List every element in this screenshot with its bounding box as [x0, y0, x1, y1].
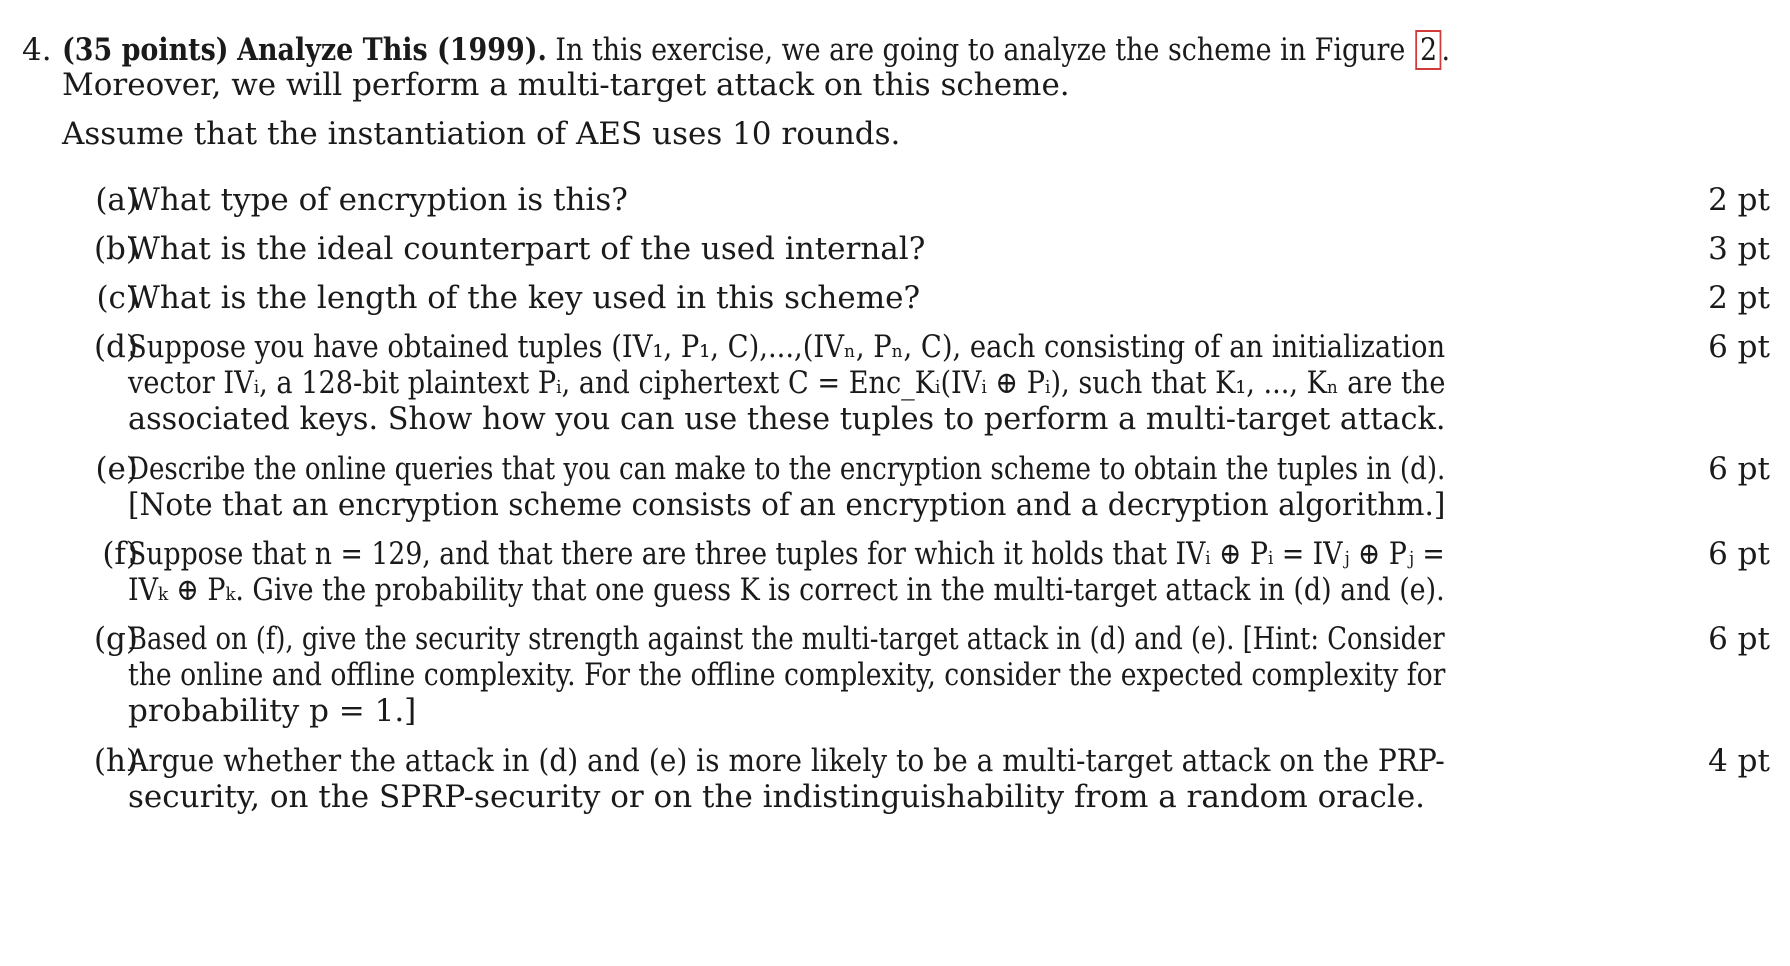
part-points: 6 pt — [1708, 329, 1770, 365]
question-number: 4. — [22, 32, 52, 68]
question-title: Analyze This (1999). — [237, 32, 547, 68]
assumption-text: Assume that the instantiation of AES uses 10 rounds. — [62, 116, 901, 152]
intro-period: . — [1441, 32, 1451, 68]
question-points: (35 points) — [62, 32, 229, 68]
part-label: (b) — [93, 231, 138, 267]
part-text: Suppose you have obtained tuples (IV₁, P₁, C),...,(IVₙ, Pₙ, C), each consisting of an initialization — [128, 329, 1446, 365]
part-text: associated keys. Show how you can use these tuples to perform a multi-target attack. — [128, 401, 1446, 437]
part-label: (e) — [95, 451, 138, 487]
part-text: Argue whether the attack in (d) and (e) is more likely to be a multi-target attack on the PRP- — [128, 743, 1445, 779]
figure-reference-link[interactable]: 2 — [1416, 30, 1442, 70]
part-label: (c) — [96, 280, 138, 316]
part-text: What is the length of the key used in this scheme? — [128, 280, 921, 316]
part-label: (h) — [93, 743, 138, 779]
part-text: probability p = 1.] — [128, 693, 417, 729]
part-label: (a) — [95, 182, 138, 218]
part-text: IVₖ ⊕ Pₖ. Give the probability that one guess K is correct in the multi-target attack in (d) and (e). — [128, 572, 1445, 608]
part-text: Based on (f), give the security strength against the multi-target attack in (d) and (e). [Hint: Consider — [128, 621, 1445, 657]
part-label: (d) — [93, 329, 138, 365]
part-points: 3 pt — [1708, 231, 1770, 267]
part-points: 6 pt — [1708, 451, 1770, 487]
part-text: security, on the SPRP-security or on the indistinguishability from a random oracle. — [128, 779, 1426, 815]
part-text: Suppose that n = 129, and that there are three tuples for which it holds that IVᵢ ⊕ Pᵢ = IVⱼ ⊕ Pⱼ = — [128, 536, 1445, 572]
part-text: What is the ideal counterpart of the used internal? — [128, 231, 926, 267]
part-points: 6 pt — [1708, 536, 1770, 572]
part-text: [Note that an encryption scheme consists of an encryption and a decryption algorithm.] — [128, 487, 1446, 523]
part-points: 6 pt — [1708, 621, 1770, 657]
part-text: vector IVᵢ, a 128-bit plaintext Pᵢ, and ciphertext C = Enc_Kᵢ(IVᵢ ⊕ Pᵢ), such that K₁, ..., Kₙ are the — [128, 365, 1446, 401]
part-points: 2 pt — [1708, 182, 1770, 218]
part-points: 4 pt — [1708, 743, 1770, 779]
intro-line-2: Moreover, we will perform a multi-target attack on this scheme. — [62, 67, 1070, 103]
part-label: (g) — [93, 621, 138, 657]
part-points: 2 pt — [1708, 280, 1770, 316]
part-label: (f) — [102, 536, 138, 572]
part-text: What type of encryption is this? — [128, 182, 628, 218]
part-text: the online and offline complexity. For the offline complexity, consider the expected complexity for — [128, 657, 1446, 693]
question-header — [62, 30, 1450, 70]
part-text: Describe the online queries that you can make to the encryption scheme to obtain the tuples in (d). — [128, 451, 1446, 487]
intro-text: In this exercise, we are going to analyze the scheme in Figure — [555, 32, 1406, 68]
